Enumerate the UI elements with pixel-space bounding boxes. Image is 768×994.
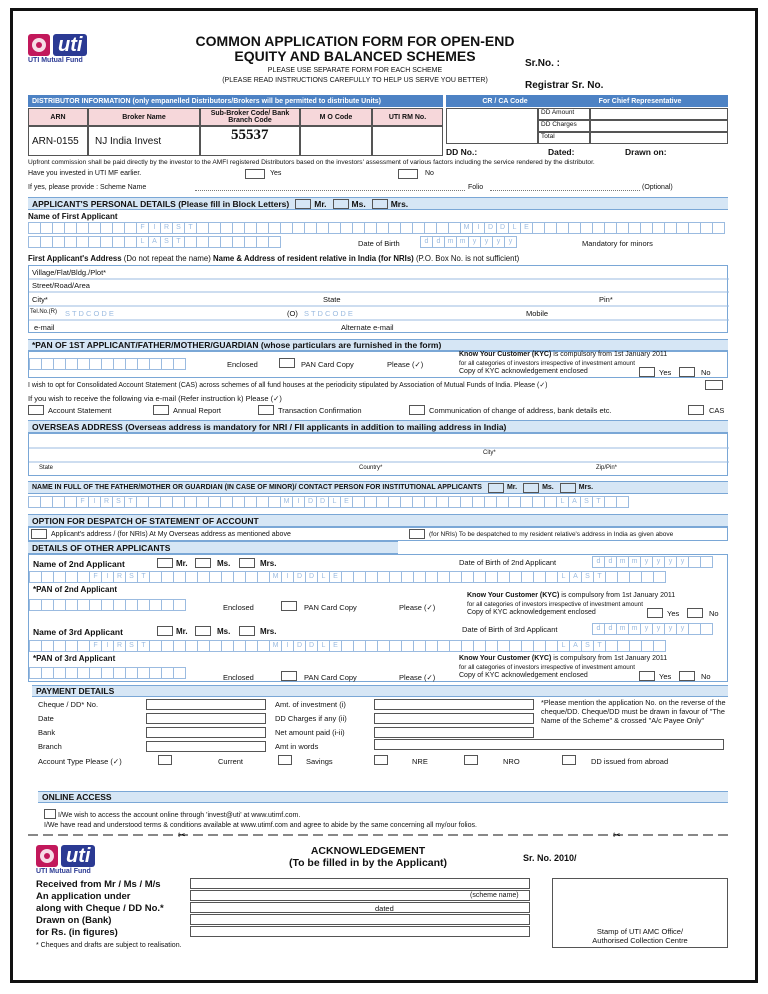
pan3-boxes[interactable] [29, 667, 185, 679]
cas-email-checkbox[interactable] [688, 405, 704, 415]
cr-band [446, 95, 728, 107]
pan-card-label: PAN Card Copy [301, 360, 354, 369]
guardian-band-title: NAME IN FULL OF THE FATHER/MOTHER OR GUARDIAN (IN CASE OF MINOR)/ CONTACT PERSON FOR INSTITUTIONAL APPLICANTS [32, 484, 482, 491]
payment-branch-label: Branch [38, 742, 62, 751]
guardian-band [28, 481, 728, 494]
first-applicant-name-label: Name of First Applicant [28, 212, 118, 221]
pan2-card-checkbox[interactable] [281, 601, 297, 611]
online-band: ONLINE ACCESS [38, 791, 728, 803]
overseas-country-label: Country* [359, 465, 383, 471]
savings-checkbox[interactable] [278, 755, 292, 765]
alt-email-label: Alternate e-mail [341, 323, 394, 332]
city-label: City* [32, 295, 48, 304]
pan-enclosed-label: Enclosed [227, 360, 258, 369]
mo-code-value[interactable] [300, 126, 372, 156]
tel-label: Tel.No.(R) [30, 309, 58, 315]
kyc2-yes-label: Yes [667, 609, 680, 618]
despatch-own-label: Applicant's address / (for NRIs) At My Overseas address as mentioned above [51, 531, 291, 538]
pan-card-checkbox[interactable] [279, 358, 295, 368]
std-code-o: S T D C O D E [304, 309, 353, 318]
annual-report-label: Annual Report [173, 406, 221, 415]
ack-labels [36, 879, 164, 939]
kyc3-no-checkbox[interactable] [679, 671, 695, 681]
registrar-label: Registrar Sr. No. [525, 80, 604, 91]
pan-band: *PAN OF 1ST APPLICANT/FATHER/MOTHER/GUARDIAN (whose particulars are furnished in the form) [28, 339, 728, 351]
logo-mark-icon [28, 34, 50, 56]
dd-amount-field[interactable] [590, 108, 728, 120]
dob3-label: Date of Birth of 3rd Applicant [462, 625, 558, 634]
kyc2-line2: for all categories of investors irrespective of investment amount [467, 601, 644, 608]
kyc-yes-checkbox[interactable] [639, 367, 655, 377]
nro-label: NRO [503, 757, 520, 766]
folio-label: Folio [468, 184, 484, 191]
total-label: Total [538, 132, 590, 144]
communication-checkbox[interactable] [409, 405, 425, 415]
name2-mrs-label: Mrs. [260, 559, 277, 568]
broker-value[interactable]: NJ India Invest [88, 126, 200, 156]
kyc-yes-label: Yes [659, 368, 672, 377]
invested-no-checkbox[interactable] [398, 169, 418, 179]
payment-branch-field[interactable] [146, 741, 266, 752]
nre-checkbox[interactable] [374, 755, 388, 765]
despatch-band: OPTION FOR DESPATCH OF STATEMENT OF ACCOUNT [28, 514, 728, 527]
dob2-boxes[interactable]: d d m m y y y y [592, 556, 712, 568]
current-checkbox[interactable] [158, 755, 172, 765]
ack-application-label: An application under [36, 891, 131, 902]
total-field[interactable] [590, 132, 728, 144]
stamp-line1: Stamp of UTI AMC Office/ [596, 927, 684, 936]
scissors-icon-1: ✂ [178, 831, 186, 840]
stamp-line2: Authorised Collection Centre [592, 936, 688, 945]
name3-ms-label: Ms. [217, 627, 231, 636]
name3-mrs-checkbox[interactable] [239, 626, 255, 636]
annual-report-checkbox[interactable] [153, 405, 169, 415]
mrs-checkbox[interactable] [372, 199, 388, 209]
pan3-enclosed: Enclosed [223, 673, 254, 682]
ack-title: ACKNOWLEDGEMENT [310, 845, 426, 857]
std-code-r: S T D C O D E [65, 309, 114, 318]
guardian-ms-checkbox[interactable] [523, 483, 539, 493]
dd-abroad-label: DD issued from abroad [591, 757, 669, 766]
uti-logo [28, 34, 87, 56]
pan-area [28, 351, 728, 378]
account-type-label: Account Type Please (✓) [38, 757, 122, 766]
distributor-headers [28, 108, 443, 126]
form-title-line1: COMMON APPLICATION FORM FOR OPEN-END [195, 33, 515, 49]
guardian-name-row[interactable]: F I R S T M I D D L E L A S T [28, 496, 628, 508]
last-name-row[interactable]: L A S T [28, 236, 280, 248]
ack-cheque-field[interactable] [190, 902, 530, 913]
payment-date-label: Date [38, 714, 54, 723]
sr-no-label: Sr.No. : [525, 58, 561, 69]
name2-mr-checkbox[interactable] [157, 558, 173, 568]
kyc2-copy: Copy of KYC acknowledgement enclosed [467, 609, 596, 616]
name3-mrs-label: Mrs. [260, 627, 277, 636]
first-name-row[interactable]: F I R S T M I D D L E [28, 222, 724, 234]
payment-bank-label: Bank [38, 728, 56, 737]
cr-ca-code-box[interactable] [446, 108, 538, 144]
invested-yes-label: Yes [270, 170, 282, 177]
kyc2-title: Know Your Customer (KYC) [467, 592, 560, 599]
email-label: e-mail [34, 323, 55, 332]
kyc3-copy: Copy of KYC acknowledgement enclosed [459, 672, 588, 679]
scheme-name-label: If yes, please provide : Scheme Name [28, 184, 147, 191]
transaction-confirmation-checkbox[interactable] [258, 405, 274, 415]
guardian-mrs-label: Mrs. [578, 484, 594, 491]
kyc3-line1 [459, 655, 667, 662]
payment-note: *Please mention the application No. on the reverse of the cheque/DD. Cheque/DD must be drawn in favour of "The Name of the Scheme" & crossed "A/c Payee Only" [541, 698, 726, 725]
ack-sr-no: Sr. No. 2010/ [523, 853, 577, 863]
ms-checkbox[interactable] [333, 199, 349, 209]
ack-rs-label: for Rs. (in figures) [36, 927, 118, 938]
col-arn: ARN [28, 108, 88, 126]
account-statement-checkbox[interactable] [28, 405, 44, 415]
cas-text: I wish to opt for Consolidated Account Statement (CAS) across schemes of all fund houses at the periodicity stipulated by Association of Mutual Funds of India. Please (✓) [28, 382, 548, 389]
online-access-checkbox[interactable] [44, 809, 56, 819]
ack-logo-mark-icon [36, 845, 58, 867]
kyc3-yes-checkbox[interactable] [639, 671, 655, 681]
name2-label: Name of 2nd Applicant [33, 559, 125, 569]
dd-abroad-checkbox[interactable] [562, 755, 576, 765]
ack-logo-text: uti [61, 845, 95, 867]
pan2-boxes[interactable] [29, 599, 185, 611]
name2-mr-label: Mr. [176, 559, 188, 568]
address-note: (Do not repeat the name) [123, 254, 211, 263]
payment-date-field[interactable] [146, 713, 266, 724]
overseas-state-label: State [39, 465, 54, 471]
dob3-boxes[interactable]: d d m m y y y y [592, 623, 712, 635]
cas-checkbox[interactable] [705, 380, 723, 390]
payment-band: PAYMENT DETAILS [32, 685, 728, 697]
kyc3-text: is compulsory from 1st January 2011 [553, 655, 668, 662]
guardian-mrs-checkbox[interactable] [560, 483, 576, 493]
dd-charges-label: DD Charges [538, 120, 590, 132]
despatch-relative-checkbox[interactable] [409, 529, 425, 539]
pobox-note: (P.O. Box No. is not sufficient) [415, 254, 520, 263]
pan-please-label: Please (✓) [387, 360, 424, 369]
kyc-copy-label: Copy of KYC acknowledgement enclosed [459, 368, 588, 375]
kyc-line1 [459, 351, 667, 358]
amt-words-field[interactable] [374, 739, 724, 750]
col-rm-no: UTI RM No. [372, 108, 443, 126]
nro-checkbox[interactable] [464, 755, 478, 765]
ack-received-field[interactable] [190, 878, 530, 889]
kyc3-line2: for all categories of investors irrespective of investment amount [459, 664, 636, 671]
invested-yes-checkbox[interactable] [245, 169, 265, 179]
dob-boxes[interactable]: d d m m y y y y [420, 236, 516, 248]
mobile-label: Mobile [526, 309, 549, 318]
distributor-values [28, 126, 443, 156]
overseas-zip-label: Zip/Pin* [596, 465, 618, 471]
ack-uti-logo [36, 845, 95, 867]
kyc-no-checkbox[interactable] [679, 367, 695, 377]
nri-label: Name & Address of resident relative in India (for NRIs) [213, 254, 414, 263]
folio-field[interactable] [490, 190, 640, 191]
form-note-2: (PLEASE READ INSTRUCTIONS CAREFULLY TO HELP US SERVE YOU BETTER) [222, 77, 488, 84]
dd-charges-field[interactable] [590, 120, 728, 132]
online-line1: I/We wish to access the account online through 'invest@uti' at www.utimf.com. [58, 812, 301, 819]
upfront-note: Upfront commission shall be paid directly by the investor to the AMFI registered Distributors based on the investors' assessment of various factors including the service rendered by the distributor. [28, 159, 595, 166]
pan3-card-label: PAN Card Copy [304, 673, 357, 682]
kyc3-yes-label: Yes [659, 672, 672, 681]
name3-ms-checkbox[interactable] [195, 626, 211, 636]
name2-mrs-checkbox[interactable] [239, 558, 255, 568]
amt-investment-label: Amt. of investment (i) [275, 700, 346, 709]
despatch-options [28, 527, 728, 541]
kyc-text: is compulsory from 1st January 2011 [553, 351, 668, 358]
kyc-no-label: No [701, 368, 711, 377]
amt-investment-field[interactable] [374, 699, 534, 710]
invested-question: Have you invested in UTI MF earlier. [28, 170, 142, 177]
overseas-band: OVERSEAS ADDRESS (Overseas address is mandatory for NRI / FII applicants in addition to mailing address in India) [28, 420, 728, 433]
pan2-please: Please (✓) [399, 603, 436, 612]
mr-label: Mr. [314, 198, 327, 209]
state-label: State [323, 295, 341, 304]
name3-mr-checkbox[interactable] [157, 626, 173, 636]
logo-text: uti [53, 34, 87, 56]
kyc-title: Know Your Customer (KYC) [459, 351, 552, 358]
net-amount-field[interactable] [374, 727, 534, 738]
sub-broker-value[interactable]: 55537 [200, 126, 300, 156]
despatch-own-checkbox[interactable] [31, 529, 47, 539]
form-title-line2: EQUITY AND BALANCED SCHEMES [234, 48, 476, 64]
dob-label: Date of Birth [358, 239, 400, 248]
optional-label: (Optional) [642, 184, 673, 191]
dob2-label: Date of Birth of 2nd Applicant [459, 558, 557, 567]
dd-charges-pay-field[interactable] [374, 713, 534, 724]
kyc2-line1 [467, 592, 675, 599]
savings-label: Savings [306, 757, 333, 766]
kyc-line2: for all categories of investors irrespective of investment amount [459, 360, 636, 367]
ack-logo-subtitle: UTI Mutual Fund [36, 868, 91, 875]
amt-words-label: Amt in words [275, 742, 319, 751]
ack-cheque-label: along with Cheque / DD No.* [36, 903, 164, 914]
dd-charges-pay-label: DD Charges if any (ii) [275, 714, 347, 723]
address-label: First Applicant's Address [28, 254, 122, 263]
mandatory-minors: Mandatory for minors [582, 239, 653, 248]
distributor-band: DISTRIBUTOR INFORMATION (only empanelled Distributors/Brokers will be permitted to distribute Units) [28, 95, 443, 107]
ack-drawn-field[interactable] [190, 914, 530, 925]
cas-email-label: CAS [709, 406, 725, 415]
kyc2-text: is compulsory from 1st January 2011 [561, 592, 676, 599]
scheme-name-field[interactable] [195, 190, 465, 191]
communication-label: Communication of change of address, bank details etc. [429, 406, 612, 415]
email-options [28, 405, 728, 417]
pan3-label: *PAN of 3rd Applicant [33, 654, 116, 663]
ack-drawn-label: Drawn on (Bank) [36, 915, 112, 926]
invested-no-label: No [425, 170, 434, 177]
others-band: DETAILS OF OTHER APPLICANTS [28, 541, 398, 554]
ack-rs-field[interactable] [190, 926, 530, 937]
payment-bank-field[interactable] [146, 727, 266, 738]
address-label-row [28, 254, 519, 263]
cut-line [28, 830, 728, 840]
overseas-city-label: City* [483, 450, 496, 456]
others-area [28, 554, 728, 682]
guardian-ms-label: Ms. [542, 484, 554, 491]
cr-ca-code-label: CR / CA Code [482, 97, 528, 105]
name3-boxes[interactable]: F I R S T M I D D L E L A S T [29, 640, 665, 652]
pan2-card-label: PAN Card Copy [304, 603, 357, 612]
kyc3-title: Know Your Customer (KYC) [459, 655, 552, 662]
col-sub-broker: Sub-Broker Code/ Bank Branch Code [200, 108, 300, 126]
dated-label: Dated: [548, 147, 575, 157]
personal-band [28, 197, 728, 210]
drawn-on-label: Drawn on: [625, 147, 667, 157]
arn-value[interactable]: ARN-0155 [28, 126, 88, 156]
stamp-box [552, 878, 728, 948]
ack-subtitle: (To be filled in by the Applicant) [288, 857, 448, 869]
kyc2-no-label: No [709, 609, 719, 618]
ms-label: Ms. [351, 198, 366, 209]
address-grid[interactable] [28, 265, 728, 333]
village-label: Village/Flat/Bldg./Plot* [32, 268, 107, 277]
kyc3-no-label: No [701, 672, 711, 681]
kyc2-yes-checkbox[interactable] [647, 608, 663, 618]
name3-mr-label: Mr. [176, 627, 188, 636]
ack-scheme-name-label: (scheme name) [470, 892, 519, 899]
email-option-text: If you wish to receive the following via e-mail (Refer instruction k) Please (✓) [28, 394, 282, 403]
pin-label: Pin* [599, 295, 613, 304]
rm-no-value[interactable] [372, 126, 443, 156]
account-statement-label: Account Statement [48, 406, 112, 415]
tel-o-label: (O) [287, 309, 298, 318]
cheque-no-label: Cheque / DD* No. [38, 700, 99, 709]
name2-ms-checkbox[interactable] [195, 558, 211, 568]
col-mo-code: M O Code [300, 108, 372, 126]
name2-boxes[interactable]: F I R S T M I D D L E L A S T [29, 571, 665, 583]
logo-subtitle: UTI Mutual Fund [28, 57, 83, 64]
pan3-please: Please (✓) [399, 673, 436, 682]
despatch-relative-label: (for NRIs) To be despatched to my resident relative's address in India as given above [429, 531, 674, 538]
kyc2-no-checkbox[interactable] [687, 608, 703, 618]
name3-label: Name of 3rd Applicant [33, 627, 123, 637]
chief-rep-label: For Chief Representative [598, 97, 682, 105]
current-label: Current [218, 757, 244, 766]
street-label: Street/Road/Area [32, 281, 90, 290]
online-line2: I/We have read and understood terms & conditions available at www.utimf.com and agree to abide by the same concerning all my/our folios. [44, 822, 477, 829]
dd-amount-label: DD Amount [538, 108, 590, 120]
guardian-mr-label: Mr. [506, 484, 518, 491]
transaction-confirmation-label: Transaction Confirmation [278, 406, 362, 415]
net-amount-label: Net amount paid (i-ii) [275, 728, 345, 737]
scissors-icon-2: ✂ [613, 831, 621, 840]
personal-band-title: APPLICANT'S PERSONAL DETAILS (Please fill in Block Letters) [32, 198, 290, 209]
pan2-enclosed: Enclosed [223, 603, 254, 612]
col-broker: Broker Name [88, 108, 200, 126]
cheque-no-field[interactable] [146, 699, 266, 710]
overseas-grid[interactable] [28, 433, 728, 476]
guardian-mr-checkbox[interactable] [488, 483, 504, 493]
ack-dated-label: dated [375, 904, 394, 913]
nre-label: NRE [412, 757, 428, 766]
pan3-card-checkbox[interactable] [281, 671, 297, 681]
name2-ms-label: Ms. [217, 559, 231, 568]
mr-checkbox[interactable] [295, 199, 311, 209]
payment-area [38, 699, 728, 769]
pan-boxes[interactable] [29, 358, 185, 370]
dd-table [538, 108, 728, 144]
ack-footnote: * Cheques and drafts are subject to realisation. [36, 942, 182, 949]
dd-no-label: DD No.: [446, 147, 478, 157]
form-note-1: PLEASE USE SEPARATE FORM FOR EACH SCHEME [267, 67, 443, 74]
pan2-label: *PAN of 2nd Applicant [33, 585, 117, 594]
ack-received-label: Received from Mr / Ms / M/s [36, 879, 161, 890]
mrs-label: Mrs. [390, 198, 409, 209]
